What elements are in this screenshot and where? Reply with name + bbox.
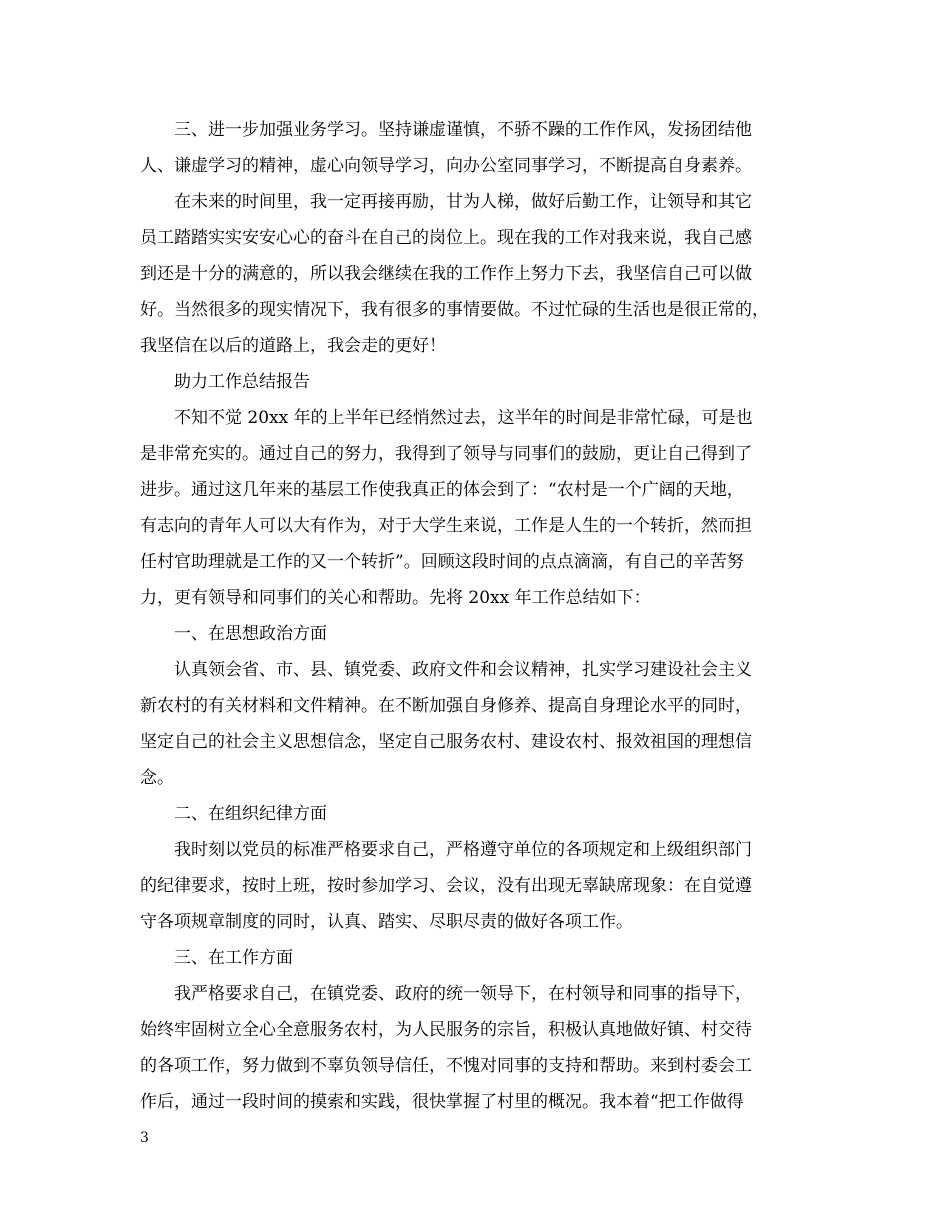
text-line: 始终牢固树立全心全意服务农村，为人民服务的宗旨，积极认真地做好镇、村交待 bbox=[140, 1020, 752, 1040]
text-line: 三、进一步加强业务学习。坚持谦虚谨慎，不骄不躁的工作作风，发扬团结他 bbox=[140, 120, 752, 140]
text-line: 我时刻以党员的标准严格要求自己，严格遵守单位的各项规定和上级组织部门 bbox=[140, 840, 752, 860]
text-line: 的纪律要求，按时上班，按时参加学习、会议，没有出现无辜缺席现象：在自觉遵 bbox=[140, 876, 752, 896]
text-line: 在未来的时间里，我一定再接再励，甘为人梯，做好后勤工作，让领导和其它 bbox=[140, 192, 752, 212]
text-line: 认真领会省、市、县、镇党委、政府文件和会议精神，扎实学习建设社会主义 bbox=[140, 660, 752, 680]
text-line: 到还是十分的满意的，所以我会继续在我的工作作上努力下去，我坚信自己可以做 bbox=[140, 264, 752, 284]
text-line: 好。当然很多的现实情况下，我有很多的事情要做。不过忙碌的生活也是很正常的， bbox=[140, 300, 769, 320]
text-line: 进步。通过这几年来的基层工作使我真正的体会到了：“农村是一个广阔的天地， bbox=[140, 480, 744, 500]
text-line: 我严格要求自己，在镇党委、政府的统一领导下，在村领导和同事的指导下， bbox=[140, 984, 752, 1004]
text-line: 我坚信在以后的道路上，我会走的更好！ bbox=[140, 336, 446, 356]
section-heading: 二、在组织纪律方面 bbox=[140, 804, 327, 824]
document-body bbox=[140, 112, 830, 1120]
text-line: 员工踏踏实实安安心心的奋斗在自己的岗位上。现在我的工作对我来说，我自己感 bbox=[140, 228, 752, 248]
text-line: 的各项工作，努力做到不辜负领导信任，不愧对同事的支持和帮助。来到村委会工 bbox=[140, 1056, 752, 1076]
section-heading: 三、在工作方面 bbox=[140, 948, 293, 968]
text-line: 是非常充实的。通过自己的努力，我得到了领导与同事们的鼓励，更让自己得到了 bbox=[140, 444, 752, 464]
text-line: 念。 bbox=[140, 768, 174, 788]
text-line: 新农村的有关材料和文件精神。在不断加强自身修养、提高自身理论水平的同时， bbox=[140, 696, 752, 716]
page-number: 3 bbox=[140, 1130, 149, 1146]
text-line: 人、谦虚学习的精神，虚心向领导学习，向办公室同事学习，不断提高自身素养。 bbox=[140, 156, 752, 176]
section-title: 助力工作总结报告 bbox=[140, 372, 310, 392]
text-line: 守各项规章制度的同时，认真、踏实、尽职尽责的做好各项工作。 bbox=[140, 912, 633, 932]
section-heading: 一、在思想政治方面 bbox=[140, 624, 327, 644]
text-line: 任村官助理就是工作的又一个转折”。回顾这段时间的点点滴滴，有自己的辛苦努 bbox=[140, 552, 744, 572]
text-line: 力，更有领导和同事们的关心和帮助。先将 20xx 年工作总结如下： bbox=[140, 588, 651, 608]
text-line: 作后，通过一段时间的摸索和实践，很快掌握了村里的概况。我本着“把工作做得 bbox=[140, 1092, 744, 1112]
text-line: 不知不觉 20xx 年的上半年已经悄然过去，这半年的时间是非常忙碌，可是也 bbox=[140, 408, 753, 428]
text-line: 坚定自己的社会主义思想信念，坚定自己服务农村、建设农村、报效祖国的理想信 bbox=[140, 732, 752, 752]
text-line: 有志向的青年人可以大有作为，对于大学生来说，工作是人生的一个转折，然而担 bbox=[140, 516, 752, 536]
